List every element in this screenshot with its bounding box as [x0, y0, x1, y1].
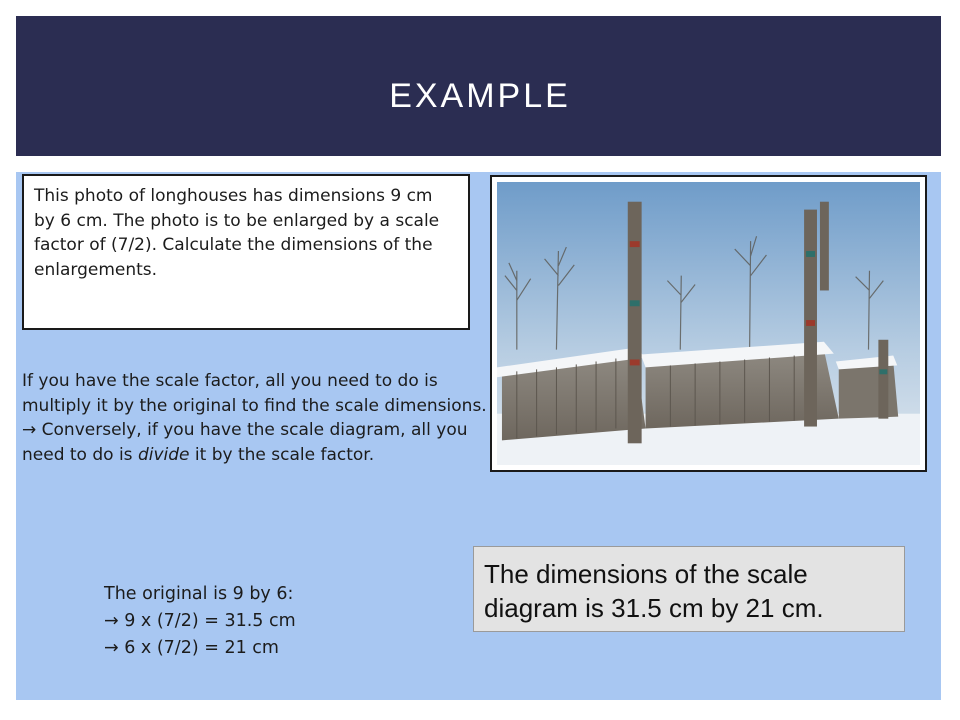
- arrow-icon: →: [22, 420, 37, 440]
- problem-statement-box: [22, 174, 470, 330]
- divide-emphasis: divide: [137, 444, 190, 465]
- explanation-line-2: [22, 418, 492, 467]
- answer-text: The dimensions of the scale diagram is 31.5 cm by 21 cm.: [484, 559, 824, 623]
- calculation-step-1: → 9 x (7/2) = 31.5 cm: [104, 611, 296, 631]
- explanation-line-2-start: Conversely, if you have the scale diagram, all you need to do is: [22, 420, 468, 465]
- calculation-intro: The original is 9 by 6:: [104, 584, 294, 604]
- calculation-step-2: → 6 x (7/2) = 21 cm: [104, 638, 279, 658]
- problem-text: This photo of longhouses has dimensions 9 cm by 6 cm. The photo is to be enlarged by a scale factor of (7/2). Calculate the dimensions of the enlargements.: [34, 186, 440, 280]
- explanation-text: [22, 369, 492, 467]
- explanation-line-1: If you have the scale factor, all you need to do is multiply it by the original to find the scale dimensions.: [22, 371, 487, 416]
- explanation-line-2-end: it by the scale factor.: [189, 444, 375, 465]
- longhouse-photo-frame: [490, 175, 927, 472]
- slide-title: EXAMPLE: [389, 77, 571, 115]
- answer-box: [473, 546, 905, 632]
- calculation-steps: [104, 581, 296, 662]
- longhouse-photo: [497, 182, 920, 465]
